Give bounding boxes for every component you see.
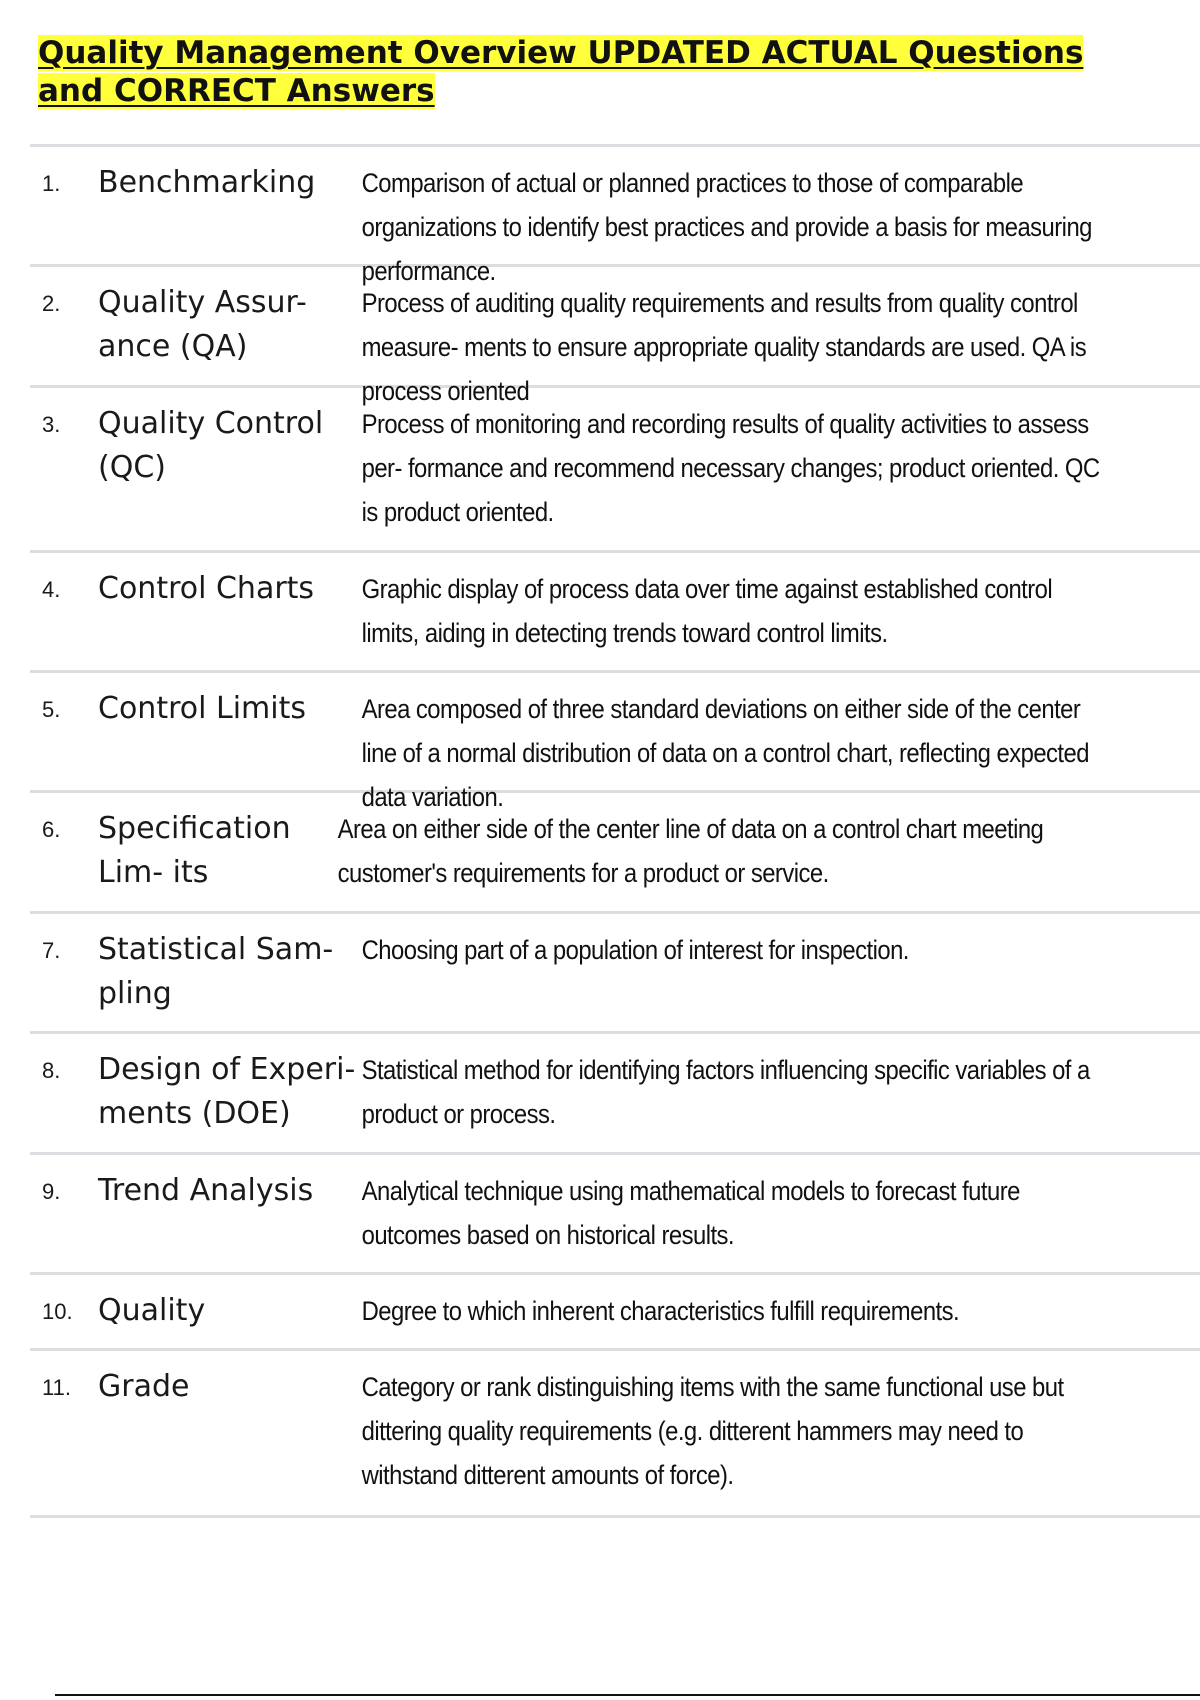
term-number: 11. [42, 1375, 71, 1400]
term-name: Quality Control (QC) [98, 406, 324, 485]
term-row [30, 1155, 1200, 1275]
term-row [30, 147, 1200, 286]
term-number: 8. [42, 1058, 61, 1083]
term-list [30, 144, 1200, 1518]
term-definition: Process of monitoring and recording results of quality activities to assess per- formance and recommend necessary changes; product oriented. QC is product oriented. [361, 409, 1100, 527]
term-number: 1. [42, 171, 61, 196]
term-definition: Area composed of three standard deviations on either side of the center line of a normal distribution of data on a control chart, reflecting expected data variation. [361, 694, 1089, 812]
term-row [30, 793, 1200, 914]
term-number: 9. [42, 1179, 61, 1204]
term-number: 2. [42, 291, 61, 316]
term-row [30, 1351, 1200, 1518]
footer-divider [55, 1694, 1200, 1696]
term-number: 6. [42, 817, 61, 842]
term-definition: Analytical technique using mathematical models to forecast future outcomes based on historical results. [361, 1176, 1020, 1250]
term-definition: Process of auditing quality requirements and results from quality control measure- ments to ensure appropriate quality standards are used. QA is process oriented [361, 288, 1087, 406]
term-number: 4. [42, 577, 61, 602]
term-row [30, 673, 1200, 812]
page-title-text: Quality Management Overview UPDATED ACTUAL Questions and CORRECT Answers [38, 35, 1084, 109]
term-number: 7. [42, 938, 61, 963]
term-name: Control Limits [98, 691, 306, 726]
term-name: Grade [98, 1369, 190, 1404]
term-number: 10. [42, 1299, 73, 1324]
term-definition: Graphic display of process data over time against established control limits, aiding in detecting trends toward control limits. [361, 574, 1053, 648]
term-name: Control Charts [98, 571, 315, 606]
term-row [30, 1275, 1200, 1351]
term-row [30, 914, 1200, 1034]
term-name: Quality [98, 1293, 206, 1328]
term-row [30, 388, 1200, 553]
term-name: Statistical Sam- pling [98, 932, 334, 1011]
term-number: 3. [42, 412, 61, 437]
term-row [30, 267, 1200, 406]
term-definition: Category or rank distinguishing items with the same functional use but dittering quality requirements (e.g. ditterent hammers may need to withstand ditterent amounts of force). [361, 1372, 1064, 1490]
term-number: 5. [42, 697, 61, 722]
term-name: Trend Analysis [98, 1173, 314, 1208]
term-name: Benchmarking [98, 165, 316, 200]
term-definition: Area on either side of the center line of data on a control chart meeting customer's requirements for a product or service. [337, 814, 1044, 888]
page-title [38, 34, 1138, 110]
term-definition: Choosing part of a population of interest for inspection. [361, 935, 909, 965]
term-name: Quality Assur- ance (QA) [98, 285, 307, 364]
term-row [30, 553, 1200, 673]
term-definition: Statistical method for identifying factors influencing specific variables of a product or process. [361, 1055, 1090, 1129]
term-name: Design of Experi- ments (DOE) [98, 1052, 356, 1131]
term-name: Specification Lim- its [98, 811, 291, 890]
term-definition: Degree to which inherent characteristics fulfill requirements. [361, 1296, 960, 1326]
term-definition: Comparison of actual or planned practices to those of comparable organizations to identify best practices and provide a basis for measuring performance. [361, 168, 1092, 286]
term-row [30, 1034, 1200, 1155]
